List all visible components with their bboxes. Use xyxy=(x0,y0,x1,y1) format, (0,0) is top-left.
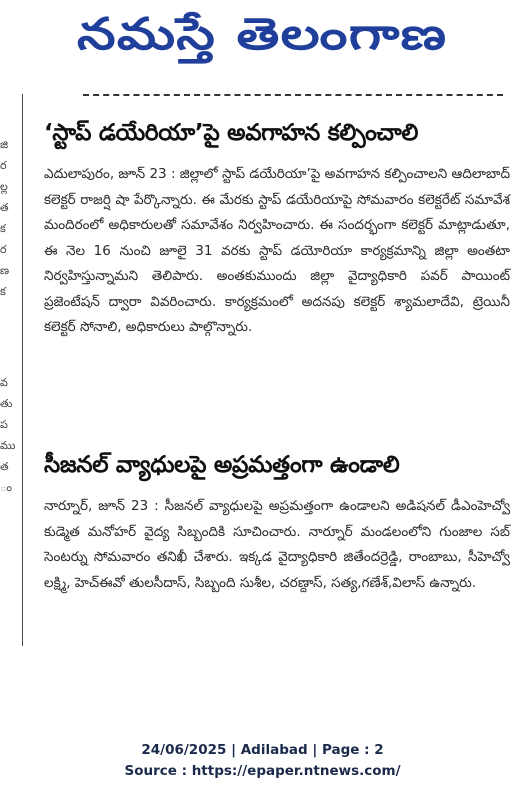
margin-fragment: క xyxy=(0,222,6,235)
margin-fragment: ర xyxy=(0,243,7,256)
margin-fragment: ర xyxy=(0,159,7,172)
article-headline: ‘స్టాప్ డయేరియా’పై అవగాహన కల్పించాలి xyxy=(44,120,419,146)
source-link[interactable]: Source : https://epaper.ntnews.com/ xyxy=(124,763,401,779)
margin-fragment: జి xyxy=(0,138,9,151)
article-body: ఎదులాపురం, జూన్ 23 : జిల్లాలో స్టాప్ డయేరియా’పై అవగాహన కల్పించాలని ఆదిలాబాద్ కలెక్టర్ రాజర్షి షా పేర్కొన్నారు. ఈ మేరకు స్టాప్ డయేరియాపై సోమవారం కలెక్టరేట్ సమావేశ మందిరంలో అధికారులతో సమావేశం నిర్వహించారు. ఈ సందర్భంగా కలెక్టర్ మాట్లాడుతూ, ఈ నెల 16 నుంచి జూలై 31 వరకు స్టాప్ డయోరియా కార్యక్రమాన్ని జిల్లా అంతటా నిర్వహిస్తున్నామని తెలిపారు. అంతకుముందు జిల్లా వైద్యాధికారి పవర్ పాయింట్ ప్రజెంటేషన్ ద్వారా వివరించారు. కార్యక్రమంలో అదనపు కలెక్టర్ శ్యామలాదేవి, ట్రెయినీ కలెక్టర్ సోనాలి, అధికారులు పాల్గొన్నారు. xyxy=(44,166,510,335)
margin-fragment: త xyxy=(0,201,9,214)
page-footer xyxy=(0,740,525,782)
masthead xyxy=(0,0,525,80)
margin-fragment: ప xyxy=(0,418,8,431)
margin-fragment: ల్ల xyxy=(0,180,8,193)
margin-fragment: ం xyxy=(0,481,12,494)
article-stop-diarrhoea xyxy=(44,120,510,341)
article-headline: సీజనల్ వ్యాధులపై అప్రమత్తంగా ఉండాలి xyxy=(44,452,400,478)
margin-fragment: ము xyxy=(0,439,16,452)
adjacent-column-fragment xyxy=(0,94,18,654)
top-rule xyxy=(83,94,503,96)
edition-info: 24/06/2025 | Adilabad | Page : 2 xyxy=(141,742,384,758)
article-seasonal-diseases xyxy=(44,452,510,596)
margin-fragment: క xyxy=(0,285,6,298)
margin-fragment: త xyxy=(0,460,9,473)
newspaper-logo: నమస్తే తెలంగాణ xyxy=(77,9,448,60)
margin-fragment: ణ xyxy=(0,264,10,277)
margin-fragment: తు xyxy=(0,397,13,410)
article-body: నార్నూర్, జూన్ 23 : సీజనల్ వ్యాధులపై అప్రమత్తంగా ఉండాలని అడిషనల్ డీఎంహెచ్వో కుడ్మెత మనోహర్ వైద్య సిబ్బందికి సూచించారు. నార్నూర్ మండలంలోని గుంజాల సబ్ సెంటర్ను సోమవారం తనిఖీ చేశారు. ఇక్కడ వైద్యాధికారి జితేందర్రెడ్డి, రాంబాబు, సీహెచ్వో లక్ష్మి, హెచ్ఈవో తులసీదాస్, సిబ్బంది సుశీల, చరణ్దాస్, సత్య,గణేశ్,విలాస్ ఉన్నారు. xyxy=(44,498,510,591)
margin-fragment: వ xyxy=(0,376,8,389)
